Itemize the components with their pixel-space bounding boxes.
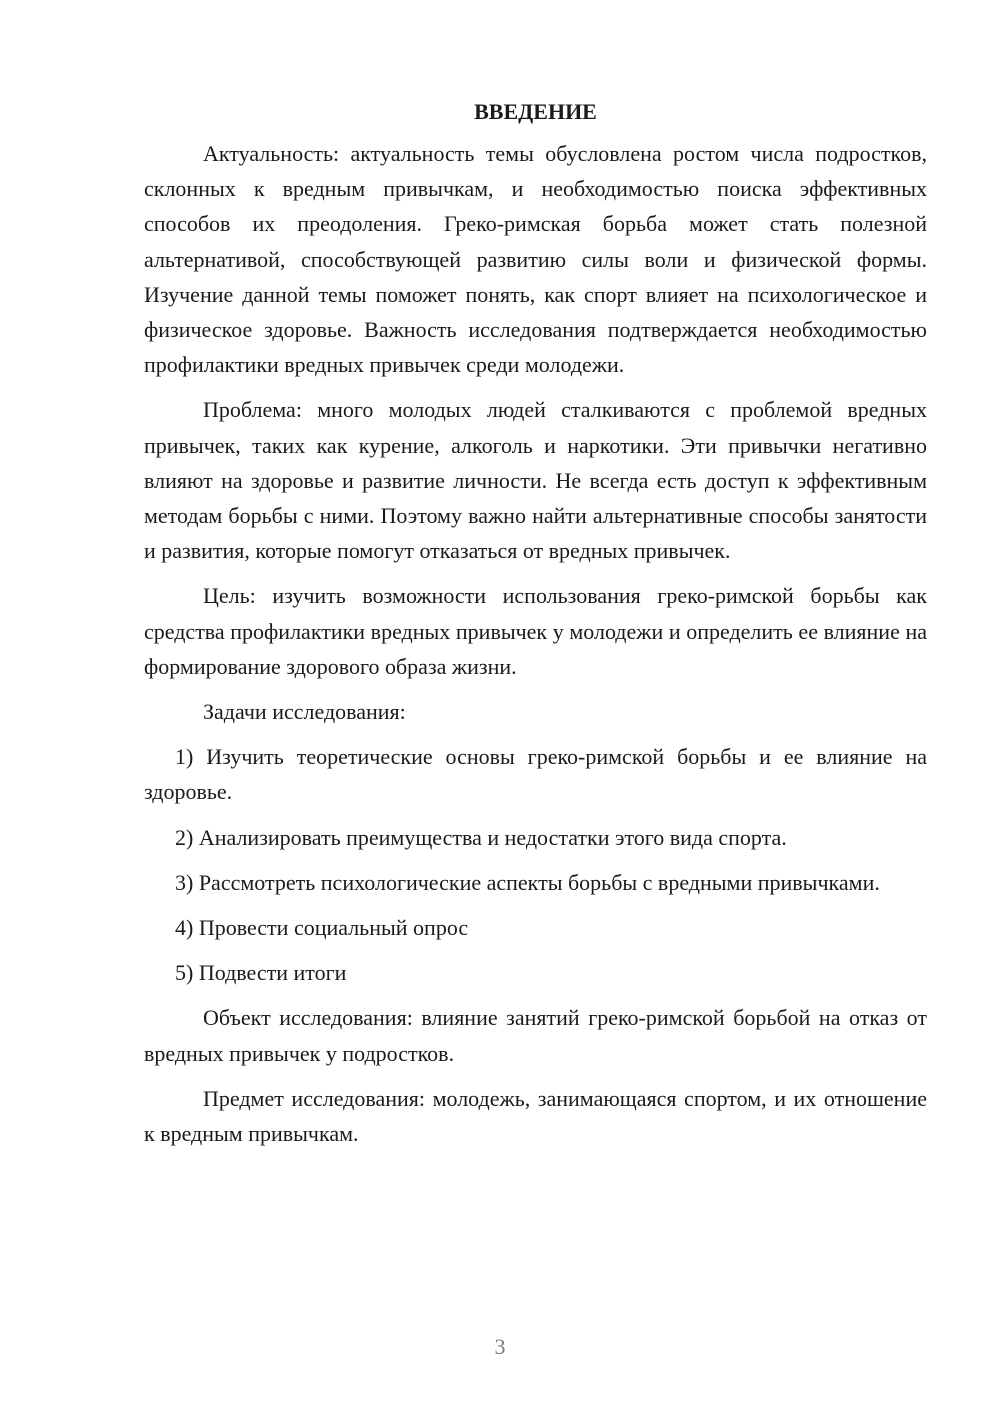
paragraph-object: Объект исследования: влияние занятий греко-римской борьбой на отказ от вредных привычек у подростков. <box>144 1005 927 1066</box>
task-item-2: 2) Анализировать преимущества и недостатки этого вида спорта. <box>175 824 787 850</box>
page-content <box>144 96 927 1151</box>
task-item-5: 5) Подвести итоги <box>175 960 347 986</box>
paragraph-subject: Предмет исследования: молодежь, занимающаяся спортом, и их отношение к вредным привычкам. <box>144 1085 927 1147</box>
paragraph-relevance: Актуальность: актуальность темы обусловлена ростом числа подростков, склонных к вредным привычкам, и необходимостью поиска эффективных способов их преодоления. Греко-римская борьба может стать полезной альтернативой, способствующей развитию силы воли и физической формы. Изучение данной темы поможет понять, как спорт влияет на психологическое и физическое здоровье. Важность исследования подтверждается необходимостью профилактики вредных привычек среди молодежи. <box>144 141 927 378</box>
task-item-3: 3) Рассмотреть психологические аспекты борьбы с вредными привычками. <box>175 869 880 895</box>
task-item-4: 4) Провести социальный опрос <box>175 915 469 941</box>
page-title: ВВЕДЕНИЕ <box>474 99 597 124</box>
tasks-title: Задачи исследования: <box>203 699 406 725</box>
page-number: 3 <box>494 1334 506 1359</box>
task-item-1: 1) Изучить теоретические основы греко-римской борьбы и ее влияние на здоровье. <box>144 744 927 805</box>
paragraph-problem: Проблема: много молодых людей сталкиваются с проблемой вредных привычек, таких как курение, алкоголь и наркотики. Эти привычки негативно влияют на здоровье и развитие личности. Не всегда есть доступ к эффективным методам борьбы с ними. Поэтому важно найти альтернативные способы занятости и развития, которые помогут отказаться от вредных привычек. <box>144 397 927 564</box>
paragraph-goal: Цель: изучить возможности использования греко-римской борьбы как средства профилактики вредных привычек у молодежи и определить ее влияние на формирование здорового образа жизни. <box>144 583 927 679</box>
